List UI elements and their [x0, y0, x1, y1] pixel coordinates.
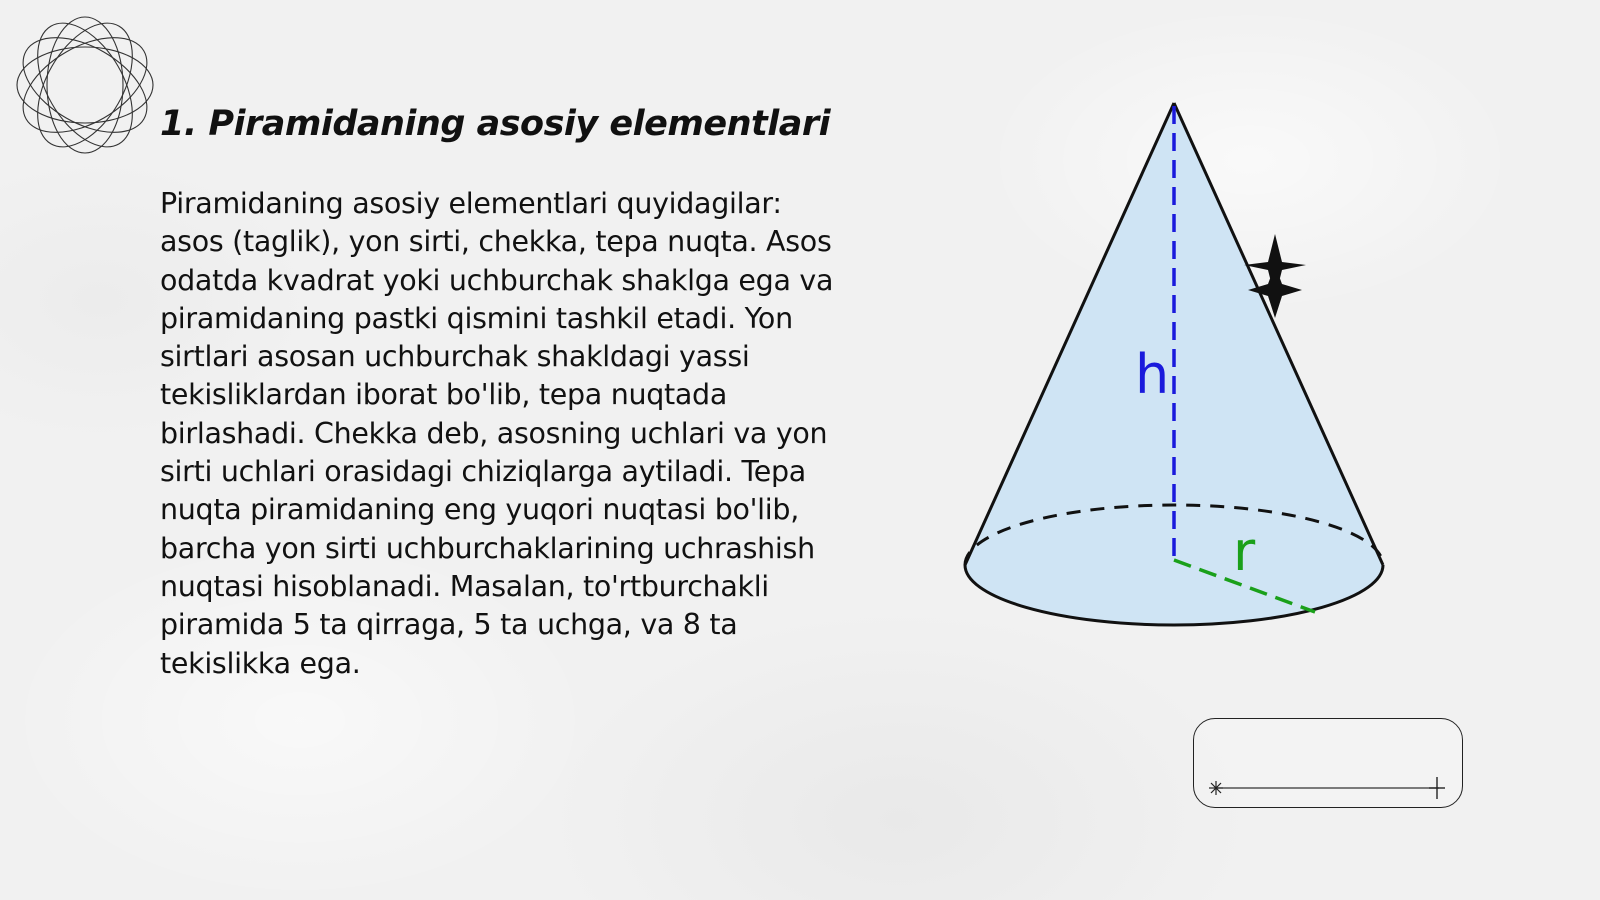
cone-diagram [950, 90, 1400, 640]
slide-title: 1. Piramidaning asosiy elementlari [160, 104, 831, 144]
rosette-icon [10, 10, 160, 160]
slide-body-text: Piramidaning asosiy elementlari quyidagilar: asos (taglik), yon sirti, chekka, tepa nuqta. Asos odatda kvadrat yoki uchburchak shaklga ega va piramidaning pastki qismini tashkil etadi. Yon sirtlari asosan uchburchak shakldagi yassi tekisliklardan iborat bo'lib, tepa nuqtada birlashadi. Chekka deb, asosning uchlari va yon sirti uchlari orasidagi chiziqlarga aytiladi. Tepa nuqta piramidaning eng yuqori nuqtasi bo'lib, barcha yon sirti uchburchaklarining uchrashish nuqtasi hisoblanadi. Masalan, to'rtburchakli piramida 5 ta qirraga, 5 ta uchga, va 8 ta tekislikka ega. [160, 187, 834, 680]
line-widget-box [1193, 718, 1463, 808]
cross-icon [1429, 777, 1445, 799]
radius-label: r [1233, 520, 1256, 583]
starburst-icon [1209, 781, 1223, 795]
height-label: h [1135, 343, 1170, 406]
